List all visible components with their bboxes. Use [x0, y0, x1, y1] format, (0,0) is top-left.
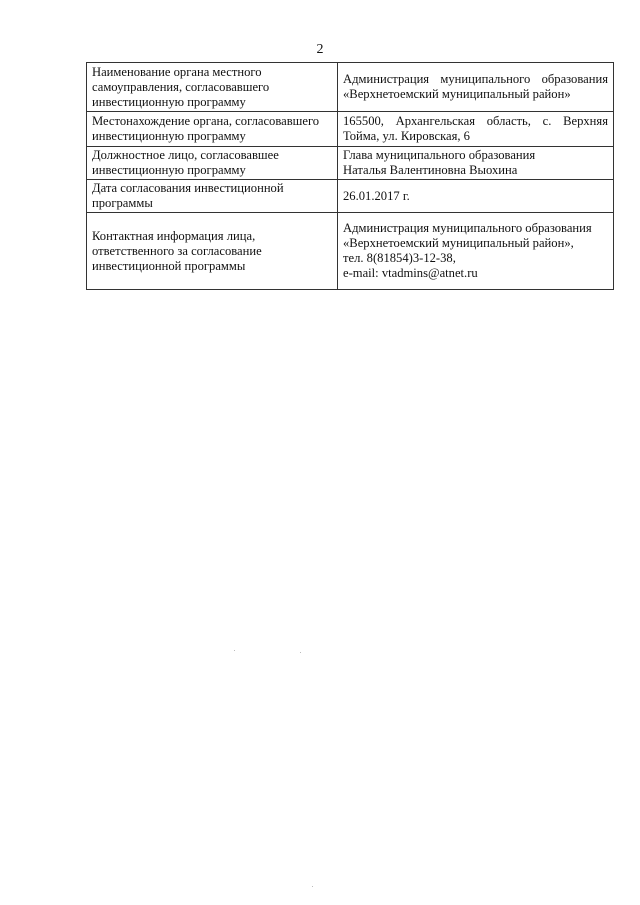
table-row	[87, 147, 614, 180]
row-label: Местонахождение органа, согласовавшего инвестиционную программу	[87, 112, 338, 147]
scan-speck	[312, 886, 313, 887]
row-value: 26.01.2017 г.	[338, 180, 614, 213]
row-label: Дата согласования инвестиционной программы	[87, 180, 338, 213]
row-value: Администрация муниципального образования «Верхнетоемский муниципальный район»	[338, 63, 614, 112]
value-line: тел. 8(81854)3-12-38,	[343, 251, 456, 265]
value-line: Наталья Валентиновна Выохина	[343, 163, 518, 177]
value-line: e-mail: vtadmins@atnet.ru	[343, 266, 478, 280]
row-label: Контактная информация лица, ответственного за согласование инвестиционной программы	[87, 213, 338, 290]
row-value	[338, 213, 614, 290]
scan-speck	[300, 652, 301, 653]
page-number: 2	[316, 42, 324, 57]
row-label: Наименование органа местного самоуправления, согласовавшего инвестиционную программу	[87, 63, 338, 112]
table-row	[87, 112, 614, 147]
table-row	[87, 63, 614, 112]
value-line: Администрация муниципального образования «Верхнетоемский муниципальный район»,	[343, 221, 592, 250]
table-row	[87, 213, 614, 290]
value-line: Глава муниципального образования	[343, 148, 536, 162]
row-value: 165500, Архангельская область, с. Верхняя Тойма, ул. Кировская, 6	[338, 112, 614, 147]
table-row	[87, 180, 614, 213]
scan-speck	[234, 650, 235, 651]
row-value	[338, 147, 614, 180]
row-label: Должностное лицо, согласовавшее инвестиционную программу	[87, 147, 338, 180]
approval-info-table	[86, 62, 614, 290]
